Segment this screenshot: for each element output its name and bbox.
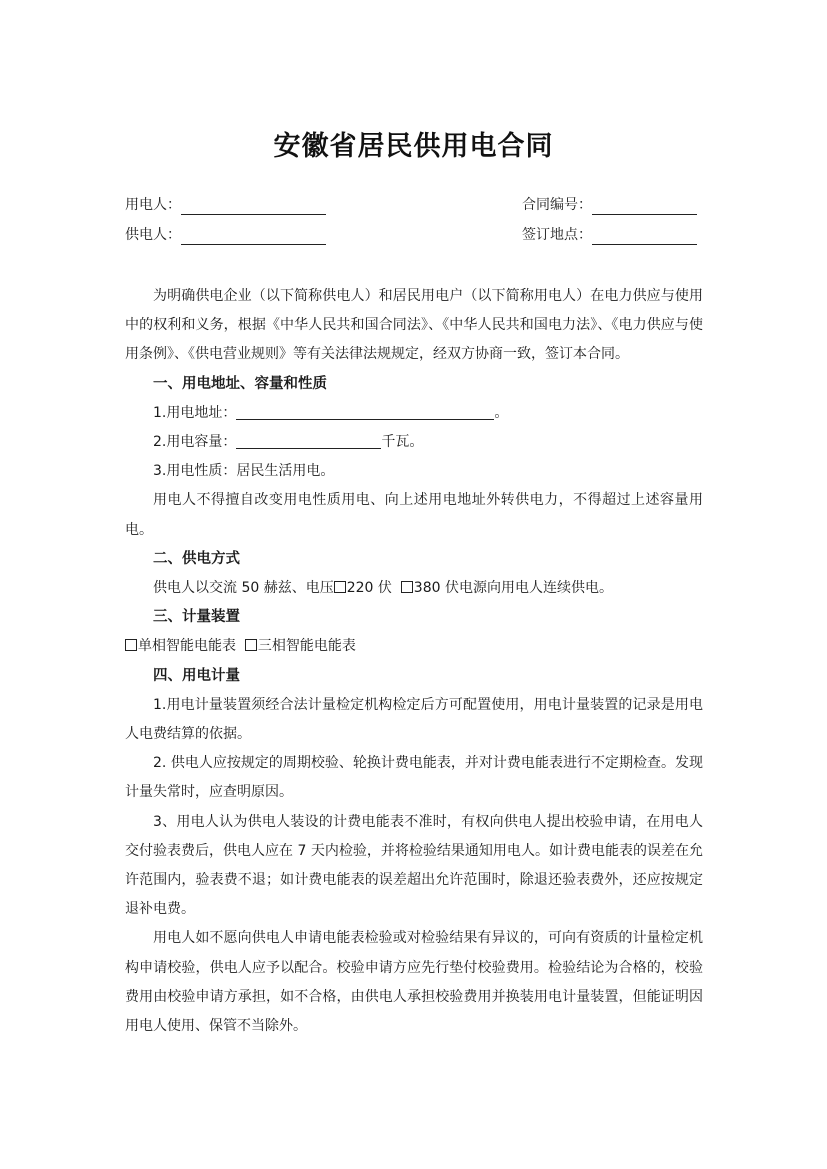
contract-no-blank[interactable] xyxy=(592,198,697,215)
metering-paragraph-1: 1.用电计量装置须经合法计量检定机构检定后方可配置使用，用电计量装置的记录是用电人电费结算的依据。 xyxy=(125,696,703,743)
supply-mode-line xyxy=(125,574,703,603)
voltage-380-label: 380 伏电源向用电人连续供电。 xyxy=(413,580,613,597)
section4-heading: 四、用电计量 xyxy=(153,667,240,684)
supplier-blank[interactable] xyxy=(181,228,326,245)
address-suffix: 。 xyxy=(494,404,509,421)
three-phase-checkbox[interactable] xyxy=(245,639,257,651)
capacity-suffix: 千瓦。 xyxy=(381,434,424,451)
meter-options-line xyxy=(125,632,703,661)
sign-place-label: 签订地点： xyxy=(522,227,592,243)
consumer-label: 用电人： xyxy=(125,197,181,213)
address-line xyxy=(125,399,703,428)
sign-place-field xyxy=(522,225,697,245)
voltage-220-checkbox[interactable] xyxy=(334,581,346,593)
metering-paragraph-4: 用电人如不愿向供电人申请电能表检验或对检验结果有异议的，可向有资质的计量检定机构申请校验，供电人应予以配合。校验申请方应先行垫付校验费用。检验结论为合格的，校验费用由校验申请方承担，如不合格，由供电人承担校验费用并换装用电计量装置，但能证明因用电人使用、保管不当除外。 xyxy=(125,930,703,1035)
section1-heading: 一、用电地址、容量和性质 xyxy=(153,375,327,392)
capacity-line xyxy=(125,428,703,457)
page-title: 安徽省居民供用电合同 xyxy=(273,131,554,162)
consumer-field xyxy=(125,195,326,215)
section2-heading: 二、供电方式 xyxy=(153,550,240,567)
address-label: 1.用电地址： xyxy=(153,404,237,421)
supply-text: 供电人以交流 50 赫兹、电压 xyxy=(153,580,334,597)
three-phase-label: 三相智能电能表 xyxy=(257,638,356,655)
contract-body xyxy=(125,282,703,1041)
capacity-blank[interactable] xyxy=(236,432,381,449)
nature-line: 3.用电性质：居民生活用电。 xyxy=(153,463,335,480)
contract-no-label: 合同编号： xyxy=(522,197,592,213)
address-blank[interactable] xyxy=(236,403,494,420)
sign-place-blank[interactable] xyxy=(592,228,697,245)
metering-paragraph-3: 3、用电人认为供电人装设的计费电能表不准时，有权向供电人提出校验申请，在用电人交付验表费后，供电人应在 7 天内检验，并将检验结果通知用电人。如计费电能表的误差在允许范围内，验表费不退；如计费电能表的误差超出允许范围时，除退还验表费外，还应按规定退补电费。 xyxy=(125,813,703,918)
consumer-blank[interactable] xyxy=(181,198,326,215)
contract-no-field xyxy=(522,195,697,215)
supplier-field xyxy=(125,225,326,245)
supplier-label: 供电人： xyxy=(125,227,181,243)
capacity-label: 2.用电容量： xyxy=(153,434,237,451)
voltage-220-label: 220 伏 xyxy=(346,580,392,597)
single-phase-label: 单相智能电能表 xyxy=(138,638,236,655)
intro-paragraph: 为明确供电企业（以下简称供电人）和居民用电户（以下简称用电人）在电力供应与使用中的权利和义务，根据《中华人民共和国合同法》、《中华人民共和国电力法》、《电力供应与使用条例》、《供电营业规则》等有关法律法规规定，经双方协商一致，签订本合同。 xyxy=(125,288,703,363)
metering-paragraph-2: 2. 供电人应按规定的周期校验、轮换计费电能表，并对计费电能表进行不定期检查。发现计量失常时，应查明原因。 xyxy=(125,755,703,801)
section3-heading: 三、计量装置 xyxy=(153,609,240,626)
usage-note: 用电人不得擅自改变用电性质用电、向上述用电地址外转供电力，不得超过上述容量用电。 xyxy=(125,492,703,538)
single-phase-checkbox[interactable] xyxy=(125,639,137,651)
voltage-380-checkbox[interactable] xyxy=(401,581,413,593)
